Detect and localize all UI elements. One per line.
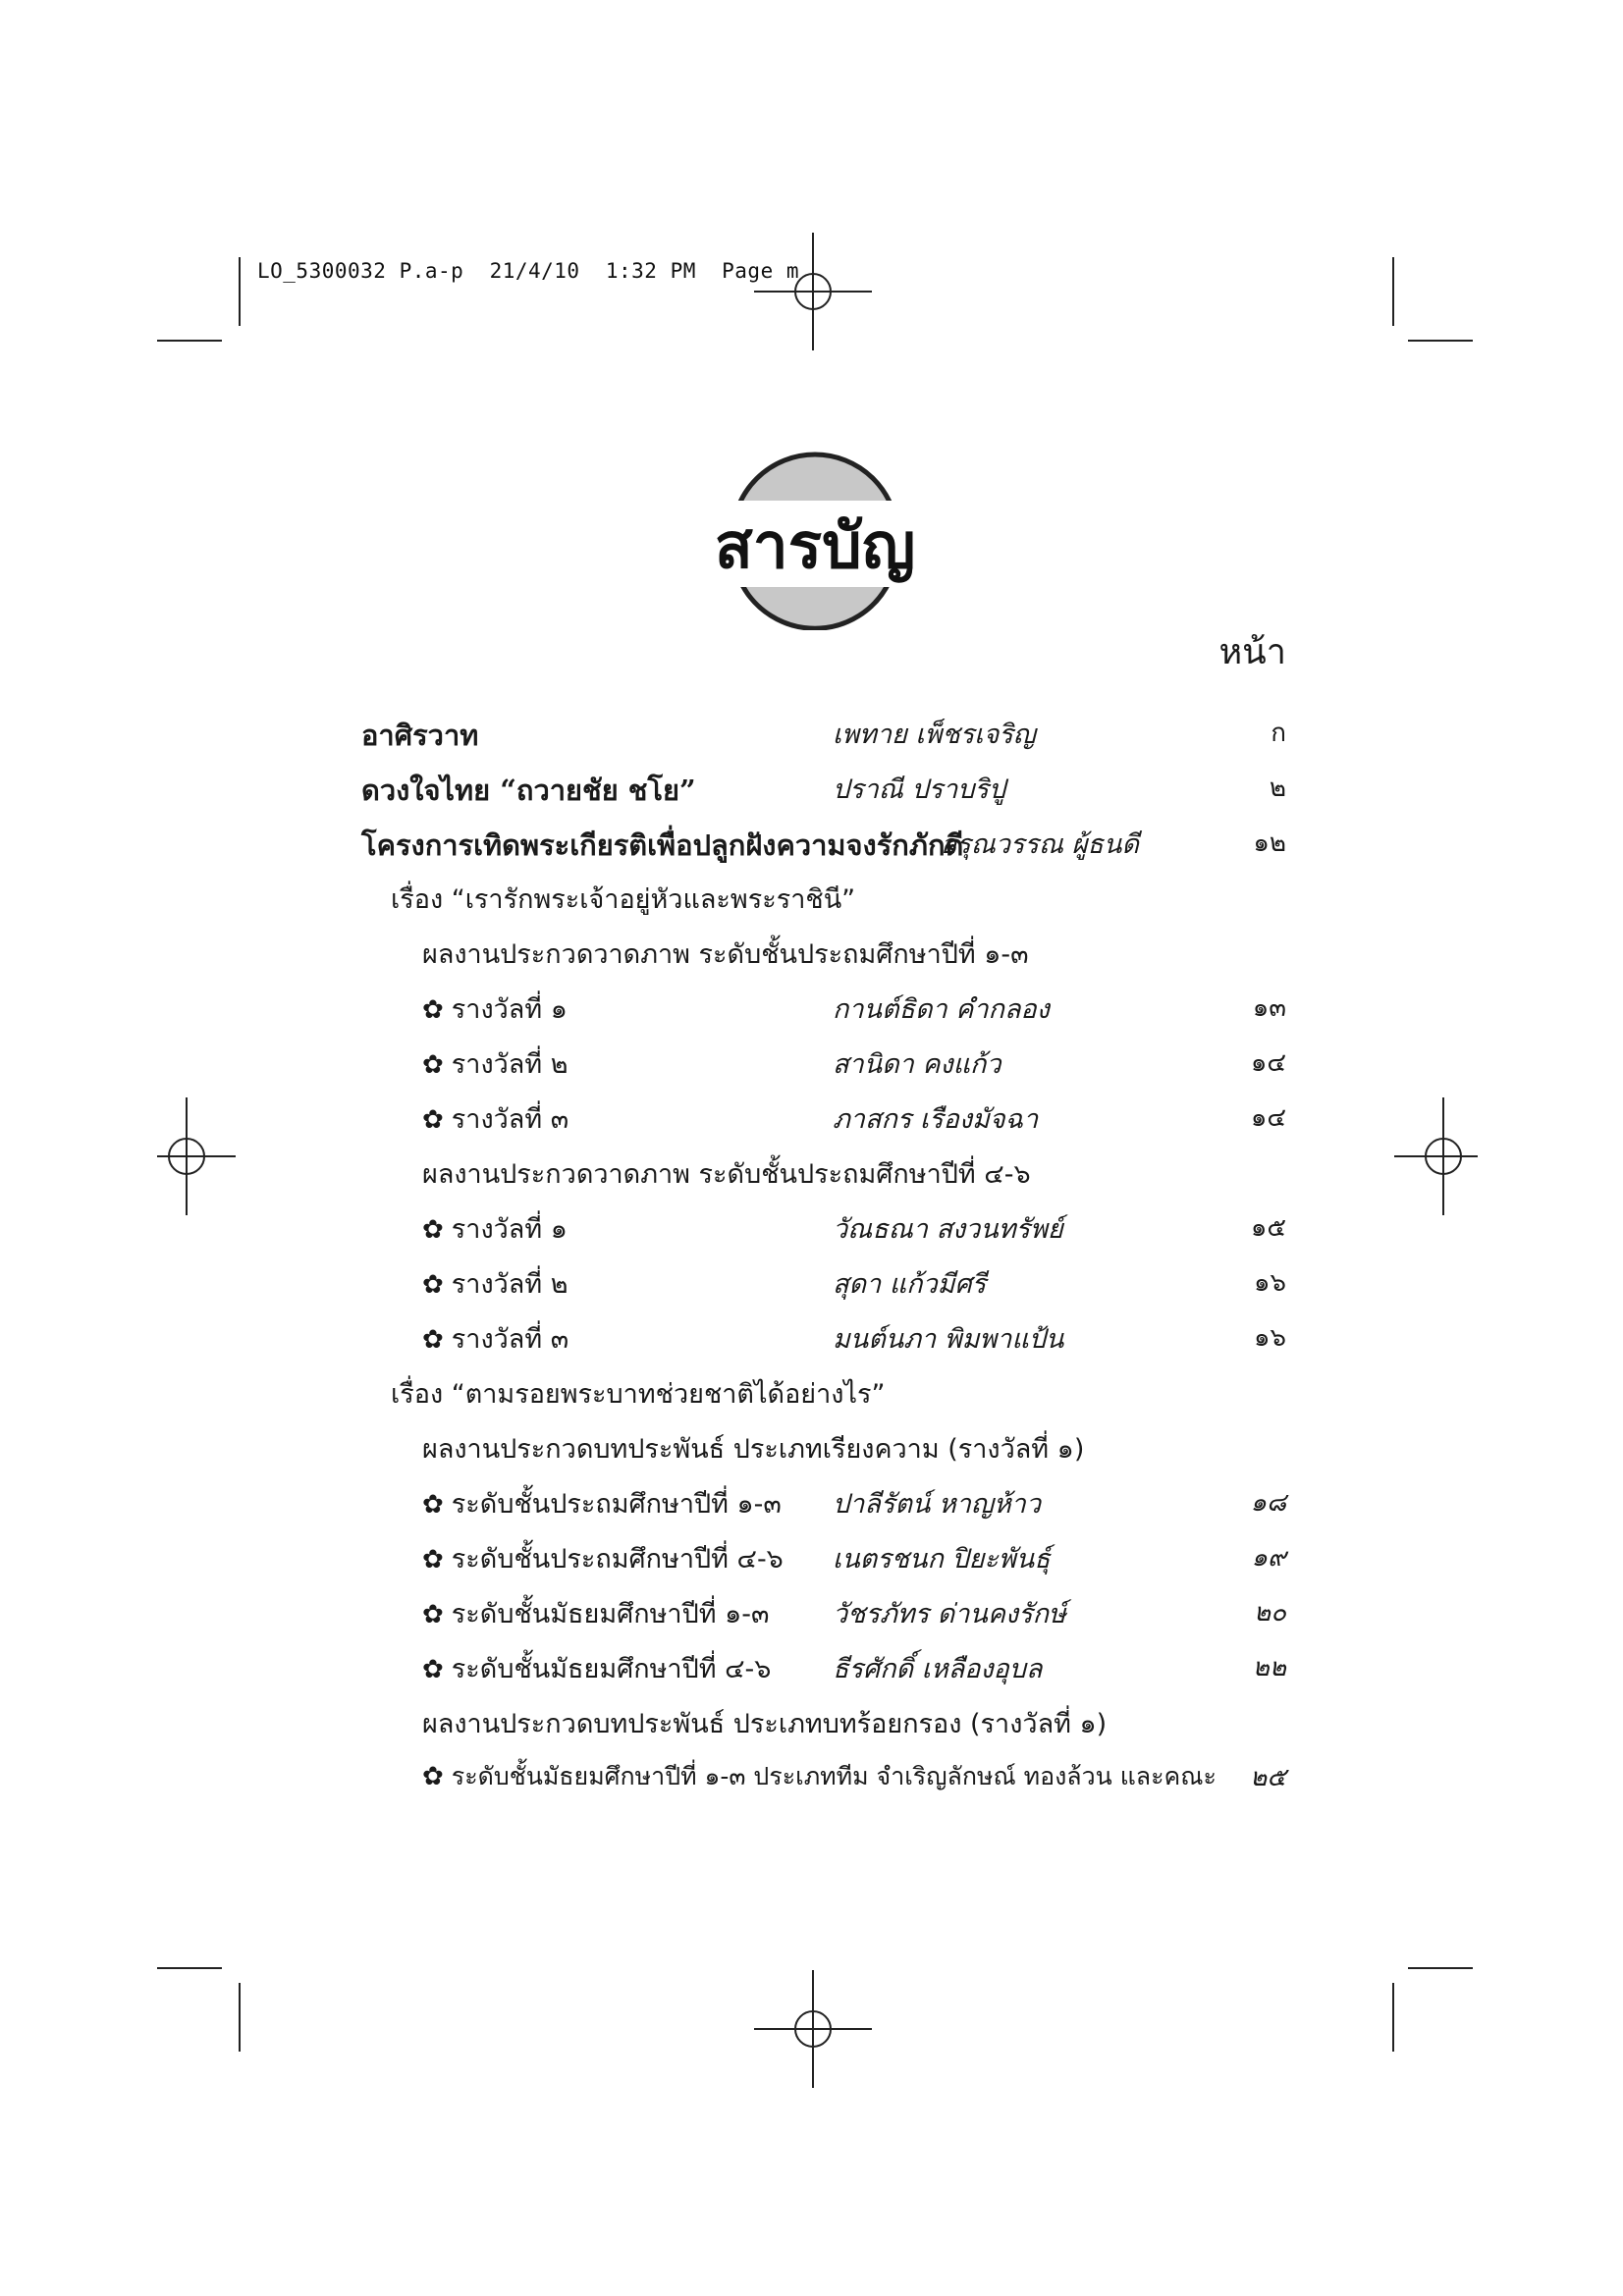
- toc-entry-page: ๑๔: [1250, 1103, 1286, 1133]
- toc-entry-label: ระดับชั้นมัธยมศึกษาปีที่ ๑-๓: [451, 1599, 770, 1629]
- toc-row: [0, 878, 1623, 923]
- toc-row: [0, 1207, 1623, 1253]
- crop-mark-bottom-right-vertical: [1392, 1983, 1394, 2052]
- toc-entry-label: รางวัลที่ ๑: [451, 1214, 568, 1245]
- toc-row: [0, 1042, 1623, 1088]
- flower-bullet-icon: ✿: [422, 1050, 444, 1080]
- toc-row: [0, 1702, 1623, 1747]
- toc-entry-page: ๒: [1269, 774, 1286, 803]
- toc-entry-label: ระดับชั้นประถมศึกษาปีที่ ๔-๖: [451, 1544, 784, 1575]
- flower-bullet-icon: ✿: [422, 1325, 444, 1355]
- toc-entry-page: ๒๕: [1250, 1763, 1286, 1792]
- toc-entry-page: ๑๖: [1253, 1268, 1286, 1298]
- flower-bullet-icon: ✿: [422, 1655, 444, 1684]
- toc-subsection-heading: ผลงานประกวดวาดภาพ ระดับชั้นประถมศึกษาปีที่ ๑-๓: [422, 939, 1029, 970]
- crop-mark-top-right-horizontal: [1408, 340, 1473, 342]
- toc-entry-page: ๑๓: [1252, 993, 1286, 1023]
- flower-bullet-icon: ✿: [422, 1490, 444, 1520]
- toc-entry-author: อรุณวรรณ ผู้ธนดี: [941, 829, 1139, 860]
- toc-entry-title: [422, 1042, 568, 1085]
- toc-row: [0, 1647, 1623, 1692]
- toc-entry-page: ๑๕: [1250, 1213, 1286, 1243]
- toc-subsection-heading: ผลงานประกวดบทประพันธ์ ประเภทเรียงความ (รางวัลที่ ๑): [422, 1434, 1085, 1465]
- toc-entry-page: ๑๘: [1250, 1488, 1286, 1518]
- toc-entry-title: [422, 1262, 568, 1305]
- toc-row: [0, 988, 1623, 1033]
- flower-bullet-icon: ✿: [422, 1270, 444, 1300]
- toc-entry-author: ปาลีรัตน์ หาญห้าว: [833, 1489, 1042, 1520]
- toc-entry-author: เนตรชนก ปิยะพันธุ์: [833, 1544, 1051, 1575]
- toc-row: [0, 1317, 1623, 1362]
- toc-entry-title: [422, 1592, 769, 1634]
- toc-entry-label: รางวัลที่ ๑: [451, 994, 568, 1025]
- toc-section-heading: เรื่อง “เรารักพระเจ้าอยู่หัวและพระราชินี”: [391, 884, 856, 915]
- toc-entry-label: รางวัลที่ ๒: [451, 1269, 568, 1300]
- crop-mark-bottom-right-horizontal: [1408, 1967, 1473, 1969]
- toc-entry-author: สานิดา คงแก้ว: [833, 1049, 1001, 1080]
- toc-row: [0, 823, 1623, 868]
- toc-row: [0, 1152, 1623, 1198]
- toc-row: [0, 1592, 1623, 1637]
- flower-bullet-icon: ✿: [422, 1600, 444, 1629]
- toc-entry-page: ๒๐: [1253, 1598, 1286, 1628]
- toc-entry-title: [422, 1317, 568, 1360]
- toc-entry-author: ธีรศักดิ์ เหลืองอุบล: [833, 1654, 1043, 1684]
- crop-mark-top-right-vertical: [1392, 257, 1394, 326]
- page-title: สารบัญ: [714, 509, 916, 583]
- crop-mark-bottom-left-vertical: [239, 1983, 241, 2052]
- toc-entry-author: สุดา แก้วมีศรี: [833, 1269, 987, 1300]
- toc-entry-label: รางวัลที่ ๒: [451, 1049, 568, 1080]
- toc-entry-title: [422, 988, 568, 1030]
- toc-entry-author: กานต์ธิดา คำกลอง: [833, 994, 1050, 1025]
- toc-row: [0, 1097, 1623, 1143]
- toc-entry-page: ๑๖: [1253, 1323, 1286, 1353]
- toc-entry-page: ๑๙: [1251, 1543, 1286, 1573]
- toc-row: [0, 1537, 1623, 1582]
- toc-entry-author: วัณธณา สงวนทรัพย์: [833, 1214, 1063, 1245]
- crop-mark-bottom-left-horizontal: [157, 1967, 222, 1969]
- flower-bullet-icon: ✿: [422, 1762, 444, 1791]
- toc-entry-title: [422, 1097, 568, 1140]
- toc-row: [0, 1757, 1623, 1802]
- flower-bullet-icon: ✿: [422, 1105, 444, 1135]
- registration-mark-bottom-icon: [754, 1970, 872, 2088]
- toc-entry-label: ระดับชั้นมัธยมศึกษาปีที่ ๔-๖: [451, 1654, 772, 1684]
- toc-entry-title: [422, 1537, 784, 1579]
- toc-row: [0, 713, 1623, 758]
- toc-entry-title: โครงการเทิดพระเกียรติเพื่อปลูกฝังความจงรักภักดี: [361, 828, 964, 862]
- toc-section-heading: เรื่อง “ตามรอยพระบาทช่วยชาติได้อย่างไร”: [391, 1379, 886, 1410]
- toc-entry-author: เพทาย เพ็ชรเจริญ: [833, 720, 1036, 750]
- toc-entry-author: ปราณี ปราบริปู: [833, 774, 1006, 805]
- toc-entry-label: ระดับชั้นมัธยมศึกษาปีที่ ๑-๓ ประเภททีม จำเริญลักษณ์ ทองล้วน และคณะ: [451, 1762, 1217, 1790]
- toc-entry-title: อาศิรวาท: [361, 719, 479, 752]
- flower-bullet-icon: ✿: [422, 1545, 444, 1575]
- toc-row: [0, 1262, 1623, 1308]
- printer-slug-line: LO_5300032 P.a-p 21/4/10 1:32 PM Page m: [257, 259, 800, 283]
- flower-bullet-icon: ✿: [422, 995, 444, 1025]
- toc-entry-label: รางวัลที่ ๓: [451, 1104, 569, 1135]
- registration-mark-top-icon: [754, 233, 872, 350]
- toc-entry-title: [422, 1757, 1217, 1796]
- toc-subsection-heading: ผลงานประกวดบทประพันธ์ ประเภทบทร้อยกรอง (รางวัลที่ ๑): [422, 1709, 1108, 1739]
- toc-entry-author: วัชรภัทร ด่านคงรักษ์: [833, 1599, 1066, 1629]
- toc-entry-label: รางวัลที่ ๓: [451, 1324, 569, 1355]
- toc-entry-author: มนต์นภา พิมพาแป้น: [833, 1324, 1064, 1355]
- page-column-label: หน้า: [1218, 632, 1286, 672]
- toc-row: [0, 1482, 1623, 1527]
- toc-entry-title: ดวงใจไทย “ถวายชัย ชโย”: [361, 774, 696, 807]
- toc-row: [0, 1427, 1623, 1472]
- toc-entry-title: [422, 1482, 782, 1524]
- toc-entry-author: ภาสกร เรืองมัจฉา: [833, 1104, 1039, 1135]
- crop-mark-top-left-horizontal: [157, 340, 222, 342]
- toc-row: [0, 933, 1623, 978]
- toc-subsection-heading: ผลงานประกวดวาดภาพ ระดับชั้นประถมศึกษาปีที่ ๔-๖: [422, 1159, 1031, 1190]
- toc-entry-label: ระดับชั้นประถมศึกษาปีที่ ๑-๓: [451, 1489, 782, 1520]
- toc-row: [0, 768, 1623, 813]
- toc-entry-title: [422, 1207, 568, 1250]
- toc-entry-title: [422, 1647, 771, 1689]
- toc-entry-page: ๒๒: [1252, 1653, 1286, 1682]
- toc-entry-page: ก: [1271, 719, 1286, 748]
- toc-row: [0, 1372, 1623, 1417]
- toc-entry-page: ๑๔: [1250, 1048, 1286, 1078]
- toc-entry-page: ๑๒: [1253, 828, 1286, 858]
- flower-bullet-icon: ✿: [422, 1215, 444, 1245]
- crop-mark-top-left-vertical: [239, 257, 241, 326]
